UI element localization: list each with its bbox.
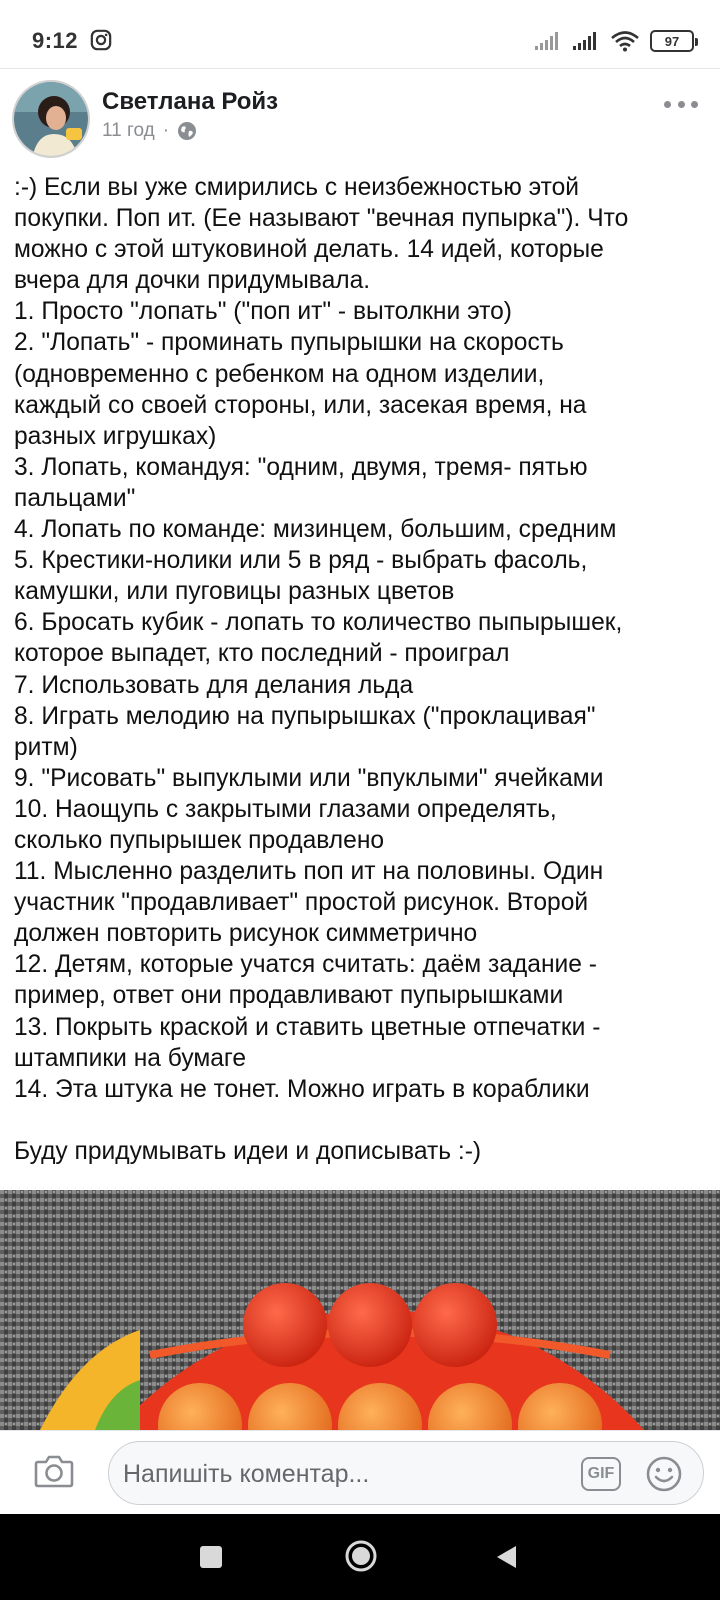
- wifi-icon: [610, 30, 640, 52]
- post-text: :-) Если вы уже смирились с неизбежностью этой покупки. Поп ит. (Ее называют "вечная пупырка"). Что можно с этой штуковиной делать. 14 идей, которые вчера для дочки придумывала. 1. Просто "лопать" ("поп ит" - вытолкни это) 2. "Лопать" - проминать пупырышки на скорость (одновременно с ребенком на одном изделии, каждый со своей стороны, или, засекая время, на разных игрушках) 3. Лопать, командуя: "одним, двумя, тремя- пятью пальцами" 4. Лопать по команде: мизинцем, большим, средним 5. Крестики-нолики или 5 в ряд - выбрать фасоль, камушки, или пуговицы разных цветов 6. Бросать кубик - лопать то количество пыпырышек, которое выпадет, кто последний - проиграл 7. Использовать для делания льда 8. Играть мелодию на пупырышках ("проклацивая" ритм) 9. "Рисовать" выпуклыми или "впуклыми" ячейками 10. Наощупь с закрытыми глазами определять, сколько пупырышек продавлено 11. Мысленно разделить поп ит на половины. Один участник "продавливает" простой рисунок. Второй должен повторить рисунок симметрично 12. Детям, которые учатся считать: даём задание - пример, ответ они продавливают пупырышками 13. Покрыть краской и ставить цветные отпечатки - штампики на бумаге 14. Эта штука не тонет. Можно играть в кораблики Буду придумывать идеи и дописывать :-): [14, 174, 629, 1165]
- post-time[interactable]: 11 год: [102, 120, 155, 141]
- square-icon[interactable]: [200, 1546, 222, 1568]
- signal-icon: [534, 31, 562, 51]
- camera-icon[interactable]: [34, 1453, 74, 1489]
- globe-icon: [177, 121, 197, 141]
- post-meta: [102, 120, 197, 142]
- post-image[interactable]: [0, 1190, 720, 1430]
- avatar[interactable]: [12, 80, 90, 158]
- smile-icon[interactable]: [645, 1455, 683, 1493]
- instagram-icon: [90, 29, 112, 51]
- nav-bar: [0, 1514, 720, 1600]
- comment-bar: [0, 1430, 720, 1514]
- back-icon[interactable]: [494, 1544, 518, 1570]
- top-divider: [0, 68, 720, 69]
- post-header: [0, 70, 720, 166]
- comment-placeholder: Напишіть коментар...: [123, 1460, 370, 1488]
- meta-separator: ·: [162, 120, 170, 141]
- signal-icon: [572, 31, 600, 51]
- battery-level: 97: [664, 33, 680, 49]
- battery-icon: [650, 30, 694, 52]
- more-icon[interactable]: [664, 98, 698, 110]
- status-bar: [0, 0, 720, 70]
- home-icon[interactable]: [344, 1539, 378, 1573]
- status-icons: [534, 29, 694, 53]
- gif-icon[interactable]: GIF: [581, 1457, 621, 1491]
- author-name[interactable]: Светлана Ройз: [102, 88, 279, 115]
- comment-input[interactable]: [108, 1441, 704, 1505]
- status-time: 9:12: [32, 28, 79, 53]
